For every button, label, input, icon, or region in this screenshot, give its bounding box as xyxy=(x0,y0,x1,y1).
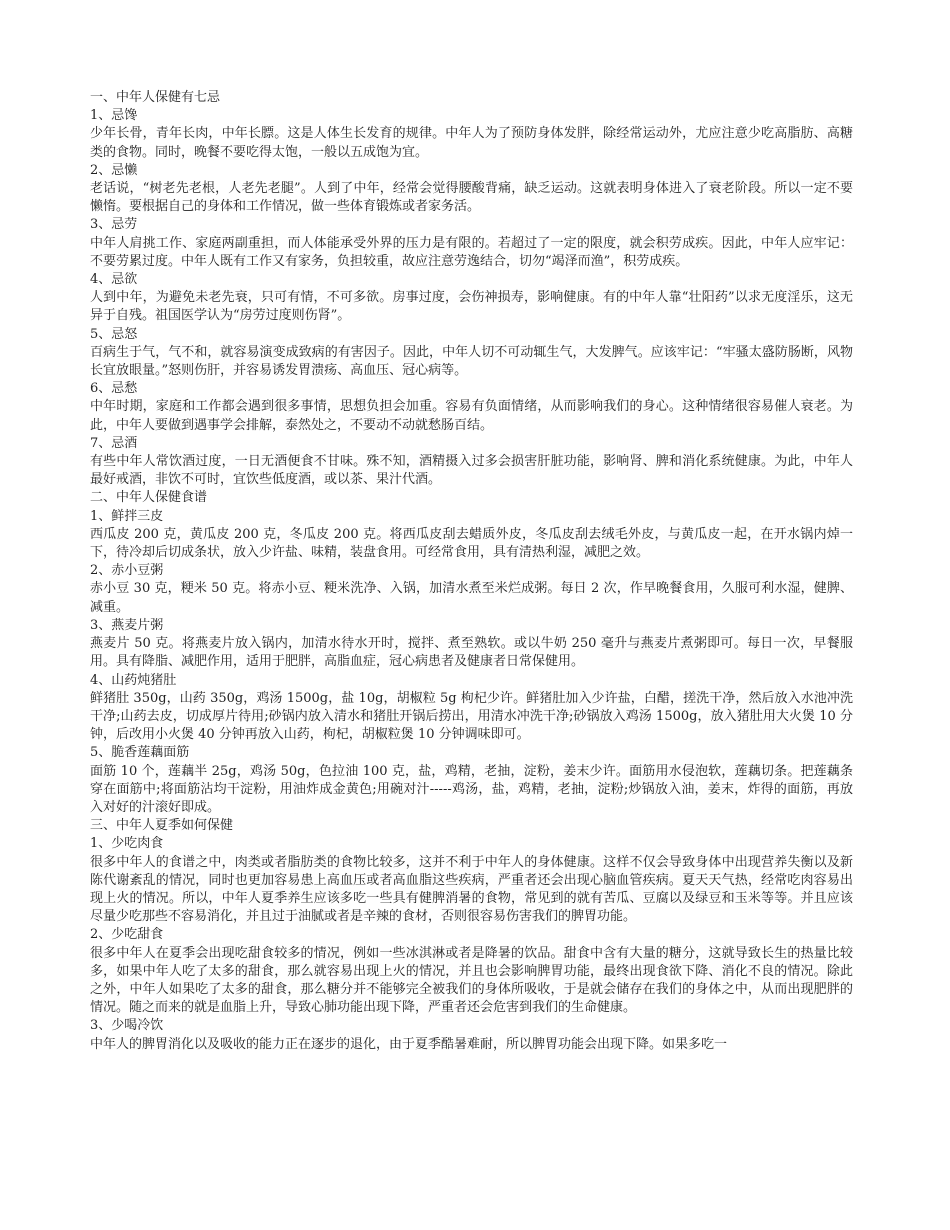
item-title: 1、鲜拌三皮 xyxy=(90,508,164,524)
item-body: 百病生于气，气不和，就容易演变成致病的有害因子。因此，中年人切不可动辄生气，大发脾气。应该牢记：“牢骚太盛防肠断，风物长宜放眼量。”怒则伤肝，并容易诱发胃溃疡、高血压、冠心病等。 xyxy=(90,344,853,379)
item-body: 很多中年人在夏季会出现吃甜食较多的情况，例如一些冰淇淋或者是降暑的饮品。甜食中含有大量的糖分，这就导致长生的热量比较多，如果中年人吃了太多的甜食，那么就容易出现上火的情况，并且也会影响脾胃功能，最终出现食欲下降、消化不良的情况。除此之外，中年人如果吃了太多的甜食，那么糖分并不能够完全被我们的身体所吸收，于是就会储存在我们的身体之中，从而出现肥胖的情况。随之而来的就是血脂上升，导致心肺功能出现下降，严重者还会危害到我们的生命健康。 xyxy=(90,945,853,1016)
section-summer xyxy=(90,817,853,1054)
item-title: 4、忌欲 xyxy=(90,272,138,288)
item-body: 中年人的脾胃消化以及吸收的能力正在逐步的退化，由于夏季酷暑难耐，所以脾胃功能会出现下降。如果多吃一 xyxy=(90,1036,728,1052)
item-title: 5、忌怒 xyxy=(90,326,138,342)
item-body: 老话说，“树老先老根，人老先老腿”。人到了中年，经常会觉得腰酸背痛，缺乏运动。这就表明身体进入了衰老阶段。所以一定不要懒惰。要根据自己的身体和工作情况，做一些体育锻炼或者家务活。 xyxy=(90,181,853,215)
item-title: 6、忌愁 xyxy=(90,381,138,397)
item-body: 鲜猪肚 350g，山药 350g，鸡汤 1500g，盐 10g，胡椒粒 5g 枸杞少许。鲜猪肚加入少许盐，白醋，搓洗干净，然后放入水池冲洗干净;山药去皮，切成厚片待用;砂锅内放入清水和猪肚开锅后捞出，用清水冲洗干净;砂锅放入鸡汤 1500g，放入猪肚用大火煲 10 分钟，后改用小火煲 40 分钟再放入山药，枸杞，胡椒粒煲 10 分钟调味即可。 xyxy=(90,690,853,743)
section-heading: 三、中年人夏季如何保健 xyxy=(90,818,234,834)
section-heading: 一、中年人保健有七忌 xyxy=(90,90,221,105)
item-body: 中年人肩挑工作、家庭两副重担，而人体能承受外界的压力是有限的。若超过了一定的限度，就会积劳成疾。因此，中年人应牢记：不要劳累过度。中年人既有工作又有家务，负担较重，故应注意劳逸结合，切勿“竭泽而渔”，积劳成疾。 xyxy=(90,235,853,269)
item-title: 7、忌酒 xyxy=(90,435,138,451)
item-body: 燕麦片 50 克。将燕麦片放入锅内，加清水待水开时，搅拌、煮至熟软。或以牛奶 250 毫升与燕麦片煮粥即可。每日一次，早餐服用。具有降脂、减肥作用，适用于肥胖，高脂血症，冠心病患者及健康者日常保健用。 xyxy=(90,636,853,670)
section-recipes xyxy=(90,489,853,817)
item-title: 3、少喝冷饮 xyxy=(90,1018,164,1034)
item-title: 2、少吃甜食 xyxy=(90,927,164,943)
item-title: 5、脆香莲藕面筋 xyxy=(90,745,190,761)
item-title: 3、忌劳 xyxy=(90,217,138,233)
item-title: 3、燕麦片粥 xyxy=(90,617,164,633)
document-body xyxy=(90,89,853,1054)
item-title: 1、少吃肉食 xyxy=(90,836,164,852)
section-heading: 二、中年人保健食谱 xyxy=(90,490,208,506)
item-body: 有些中年人常饮酒过度，一日无酒便食不甘味。殊不知，酒精摄入过多会损害肝脏功能，影响肾、脾和消化系统健康。为此，中年人最好戒酒，非饮不可时，宜饮些低度酒，或以茶、果汁代酒。 xyxy=(90,454,853,488)
item-body: 中年时期，家庭和工作都会遇到很多事情，思想负担会加重。容易有负面情绪，从而影响我们的身心。这种情绪很容易催人衰老。为此，中年人要做到遇事学会排解，泰然处之，不要动不动就愁肠百结。 xyxy=(90,399,853,433)
item-body: 赤小豆 30 克，粳米 50 克。将赤小豆、粳米洗净、入锅，加清水煮至米烂成粥。每日 2 次，作早晚餐食用，久服可利水湿，健脾、减重。 xyxy=(90,581,853,615)
item-title: 2、赤小豆粥 xyxy=(90,563,164,579)
item-body: 很多中年人的食谱之中，肉类或者脂肪类的食物比较多，这并不利于中年人的身体健康。这样不仅会导致身体中出现营养失衡以及新陈代谢紊乱的情况，同时也更加容易患上高血压或者高血脂这些疾病，严重者还会出现心脑血管疾病。夏天天气热，经常吃肉容易出现上火的情况。所以，中年人夏季养生应该多吃一些具有健脾消暑的食物，常见到的就有苦瓜、豆腐以及绿豆和玉米等等。并且应该尽量少吃那些不容易消化，并且过于油腻或者是辛辣的食材，否则很容易伤害我们的脾胃功能。 xyxy=(90,854,853,925)
item-body: 少年长骨，青年长肉，中年长膘。这是人体生长发育的规律。中年人为了预防身体发胖，除经常运动外，尤应注意少吃高脂肪、高糖类的食物。同时，晚餐不要吃得太饱，一般以五成饱为宜。 xyxy=(90,126,853,160)
item-title: 4、山药炖猪肚 xyxy=(90,672,177,688)
item-body: 人到中年，为避免未老先衰，只可有情，不可多欲。房事过度，会伤神损寿，影响健康。有的中年人靠“壮阳药”以求无度淫乐，这无异于自残。祖国医学认为“房劳过度则伤肾”。 xyxy=(90,290,853,324)
item-body: 西瓜皮 200 克，黄瓜皮 200 克，冬瓜皮 200 克。将西瓜皮刮去蜡质外皮，冬瓜皮刮去绒毛外皮，与黄瓜皮一起，在开水锅内焯一下，待冷却后切成条状，放入少许盐、味精，装盘食用。可经常食用，具有清热利湿，减肥之效。 xyxy=(90,526,853,561)
item-title: 2、忌懒 xyxy=(90,162,138,178)
section-taboos xyxy=(90,89,853,489)
item-body: 面筋 10 个，莲藕半 25g，鸡汤 50g，色拉油 100 克，盐，鸡精，老抽，淀粉，姜末少许。面筋用水侵泡软，莲藕切条。把莲藕条穿在面筋中;将面筋沾均干淀粉，用油炸成金黄色;用碗对汁-----鸡汤，盐，鸡精，老抽，淀粉;炒锅放入油，姜末，炸得的面筋，再放入对好的汁滚好即成。 xyxy=(90,763,853,815)
item-title: 1、忌馋 xyxy=(90,108,138,124)
